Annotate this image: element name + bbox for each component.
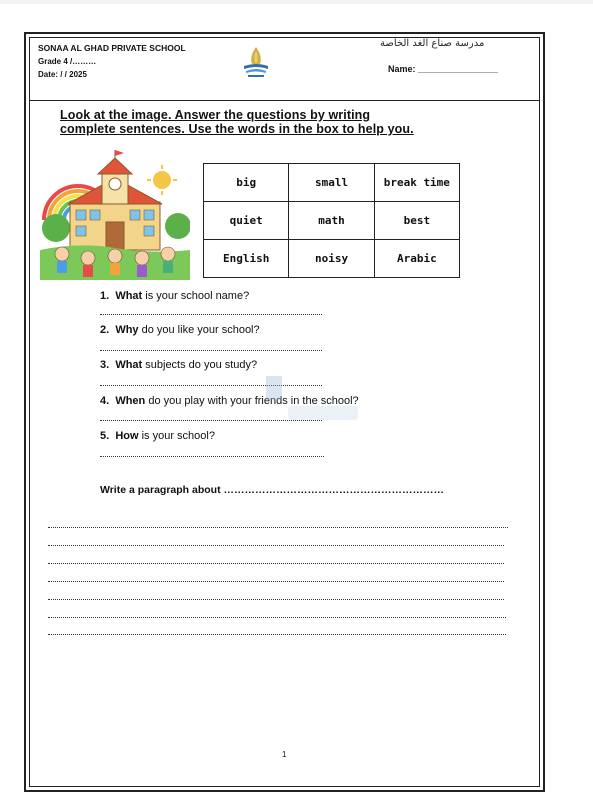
word-cell: noisy xyxy=(289,240,374,278)
word-cell: big xyxy=(204,164,289,202)
word-cell: quiet xyxy=(204,202,289,240)
question-5 xyxy=(100,430,215,442)
word-cell: math xyxy=(289,202,374,240)
question-wh-word: When xyxy=(115,395,146,407)
watermark xyxy=(262,372,362,428)
question-text: subjects do you study? xyxy=(142,359,258,371)
school-logo xyxy=(238,44,274,80)
word-box-row xyxy=(204,164,460,202)
instruction-line-2: complete sentences. Use the words in the box to help you. xyxy=(60,122,414,136)
question-text: is your school? xyxy=(138,430,215,442)
word-box-row xyxy=(204,240,460,278)
paragraph-line[interactable] xyxy=(48,581,504,582)
school-illustration xyxy=(40,150,190,280)
question-text: do you like your school? xyxy=(138,324,260,336)
word-box xyxy=(203,163,460,278)
word-box-row xyxy=(204,202,460,240)
paragraph-line[interactable] xyxy=(48,617,506,618)
question-wh-word: What xyxy=(115,359,143,371)
school-logo-icon xyxy=(238,44,274,80)
paragraph-line[interactable] xyxy=(48,599,504,600)
question-wh-word: What xyxy=(115,290,143,302)
paragraph-line[interactable] xyxy=(48,634,506,635)
question-wh-word: How xyxy=(115,430,139,442)
word-cell: small xyxy=(289,164,374,202)
word-cell: best xyxy=(374,202,459,240)
question-text: is your school name? xyxy=(142,290,250,302)
question-number: 2. xyxy=(100,324,110,336)
question-2 xyxy=(100,324,260,336)
school-name: SONAA AL GHAD PRIVATE SCHOOL xyxy=(38,43,186,53)
question-1 xyxy=(100,290,249,302)
instruction-line-1: Look at the image. Answer the questions by writing xyxy=(60,108,371,122)
paragraph-line[interactable] xyxy=(48,545,504,546)
question-number: 4. xyxy=(100,395,110,407)
question-text: do you play with your friends in the school? xyxy=(145,395,359,407)
school-building-icon xyxy=(40,150,190,280)
word-cell: English xyxy=(204,240,289,278)
word-cell: Arabic xyxy=(374,240,459,278)
paragraph-line[interactable] xyxy=(48,563,504,564)
question-number: 1. xyxy=(100,290,110,302)
name-field: Name: ________________ xyxy=(388,64,499,74)
watermark-icon xyxy=(262,372,362,428)
answer-line-5[interactable] xyxy=(100,456,324,457)
question-number: 3. xyxy=(100,359,110,371)
question-number: 5. xyxy=(100,430,110,442)
header-divider xyxy=(29,100,540,101)
date-field: Date: / / 2025 xyxy=(38,70,87,79)
page-number: 1 xyxy=(282,750,287,759)
answer-line-2[interactable] xyxy=(100,350,322,351)
answer-line-1[interactable] xyxy=(100,314,322,315)
grade-field: Grade 4 /……… xyxy=(38,57,97,66)
school-name-arabic: مدرسة صناع الغد الخاصة xyxy=(380,38,485,49)
question-wh-word: Why xyxy=(115,324,139,336)
word-cell: break time xyxy=(374,164,459,202)
question-3 xyxy=(100,359,257,371)
paragraph-line[interactable] xyxy=(48,527,508,528)
paragraph-prompt: Write a paragraph about ……………………………………………………… xyxy=(100,484,444,496)
